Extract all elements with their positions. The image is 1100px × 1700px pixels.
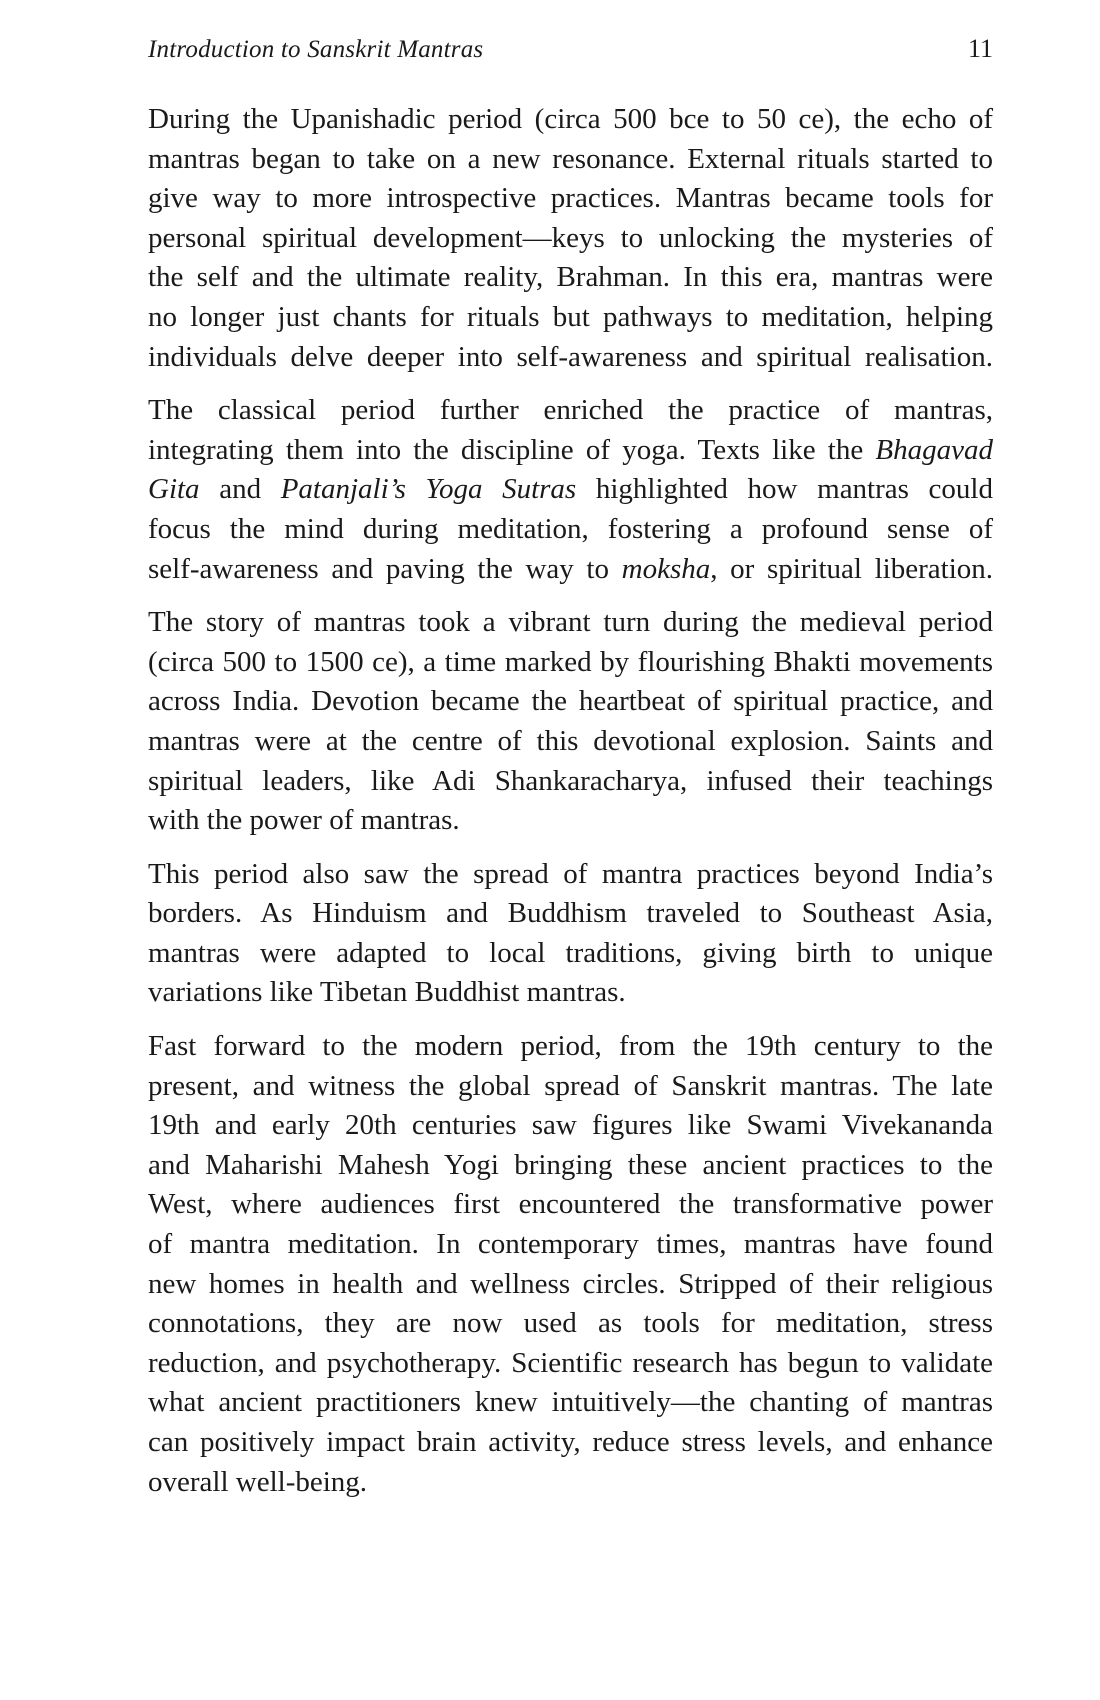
running-header <box>148 30 993 70</box>
term-moksha: moksha <box>621 552 711 585</box>
running-title: Introduction to Sanskrit Mantras <box>148 36 484 63</box>
paragraph-spread <box>148 855 993 1013</box>
paragraph-upanishadic <box>148 100 993 377</box>
page-number: 11 <box>967 34 993 63</box>
text-line: West, where audiences first encountered the transformative power <box>148 1188 993 1221</box>
text-line: with the power of mantras. <box>148 804 460 837</box>
text-line: integrating them into the discipline of yoga. Texts like the Bhagavad <box>148 433 993 466</box>
text-line: present, and witness the global spread of Sanskrit mantras. The late <box>148 1069 993 1102</box>
text-line: borders. As Hinduism and Buddhism traveled to Southeast Asia, <box>148 897 993 930</box>
text-line: mantras began to take on a new resonance. External rituals started to <box>148 142 993 175</box>
text-line: spiritual leaders, like Adi Shankaracharya, infused their teachings <box>148 764 993 797</box>
text-line: what ancient practitioners knew intuitively—the chanting of mantras <box>148 1386 993 1419</box>
text-line: overall well-being. <box>148 1465 368 1498</box>
body-text <box>148 100 993 1516</box>
text-line: the self and the ultimate reality, Brahman. In this era, mantras were <box>148 261 993 294</box>
text-line: new homes in health and wellness circles. Stripped of their religious <box>148 1267 993 1300</box>
text-line: Gita and Patanjali’s Yoga Sutras highlighted how mantras could <box>148 473 993 506</box>
text-line: no longer just chants for rituals but pathways to meditation, helping <box>148 300 993 333</box>
text-line: mantras were adapted to local traditions, giving birth to unique <box>148 936 993 969</box>
text-line: reduction, and psychotherapy. Scientific research has begun to validate <box>148 1346 993 1379</box>
text-line: Fast forward to the modern period, from the 19th century to the <box>148 1030 993 1063</box>
text-line: mantras were at the centre of this devotional explosion. Saints and <box>148 724 993 757</box>
paragraph-classical <box>148 391 993 589</box>
text-line: connotations, they are now used as tools for meditation, stress <box>148 1307 993 1340</box>
title-yoga-sutras: Patanjali’s Yoga Sutras <box>280 473 577 506</box>
text-line: can positively impact brain activity, reduce stress levels, and enhance <box>148 1426 993 1458</box>
text-line: personal spiritual development—keys to unlocking the mysteries of <box>148 221 993 254</box>
text-line: During the Upanishadic period (circa 500 bce to 50 ce), the echo of <box>148 103 993 135</box>
text-line: This period also saw the spread of mantra practices beyond India’s <box>148 857 993 890</box>
text-line: variations like Tibetan Buddhist mantras. <box>148 976 626 1009</box>
text-line: 19th and early 20th centuries saw figures like Swami Vivekananda <box>148 1109 993 1142</box>
paragraph-medieval <box>148 603 993 841</box>
text-line: The story of mantras took a vibrant turn during the medieval period <box>148 606 993 639</box>
title-bhagavad: Bhagavad <box>875 433 993 466</box>
text-line: individuals delve deeper into self-awareness and spiritual realisation. <box>148 340 993 373</box>
text-line: (circa 500 to 1500 ce), a time marked by flourishing Bhakti movements <box>148 645 993 678</box>
text-line: and Maharishi Mahesh Yogi bringing these ancient practices to the <box>148 1148 993 1181</box>
text-line: The classical period further enriched the practice of mantras, <box>148 394 993 427</box>
text-line: across India. Devotion became the heartbeat of spiritual practice, and <box>148 685 993 718</box>
text-line: self-awareness and paving the way to moksha, or spiritual liberation. <box>148 552 994 585</box>
text-line: give way to more introspective practices. Mantras became tools for <box>148 182 993 215</box>
paragraph-modern <box>148 1027 993 1502</box>
title-gita: Gita <box>148 473 200 506</box>
text-line: of mantra meditation. In contemporary times, mantras have found <box>148 1228 993 1261</box>
text-line: focus the mind during meditation, fostering a profound sense of <box>148 512 993 545</box>
